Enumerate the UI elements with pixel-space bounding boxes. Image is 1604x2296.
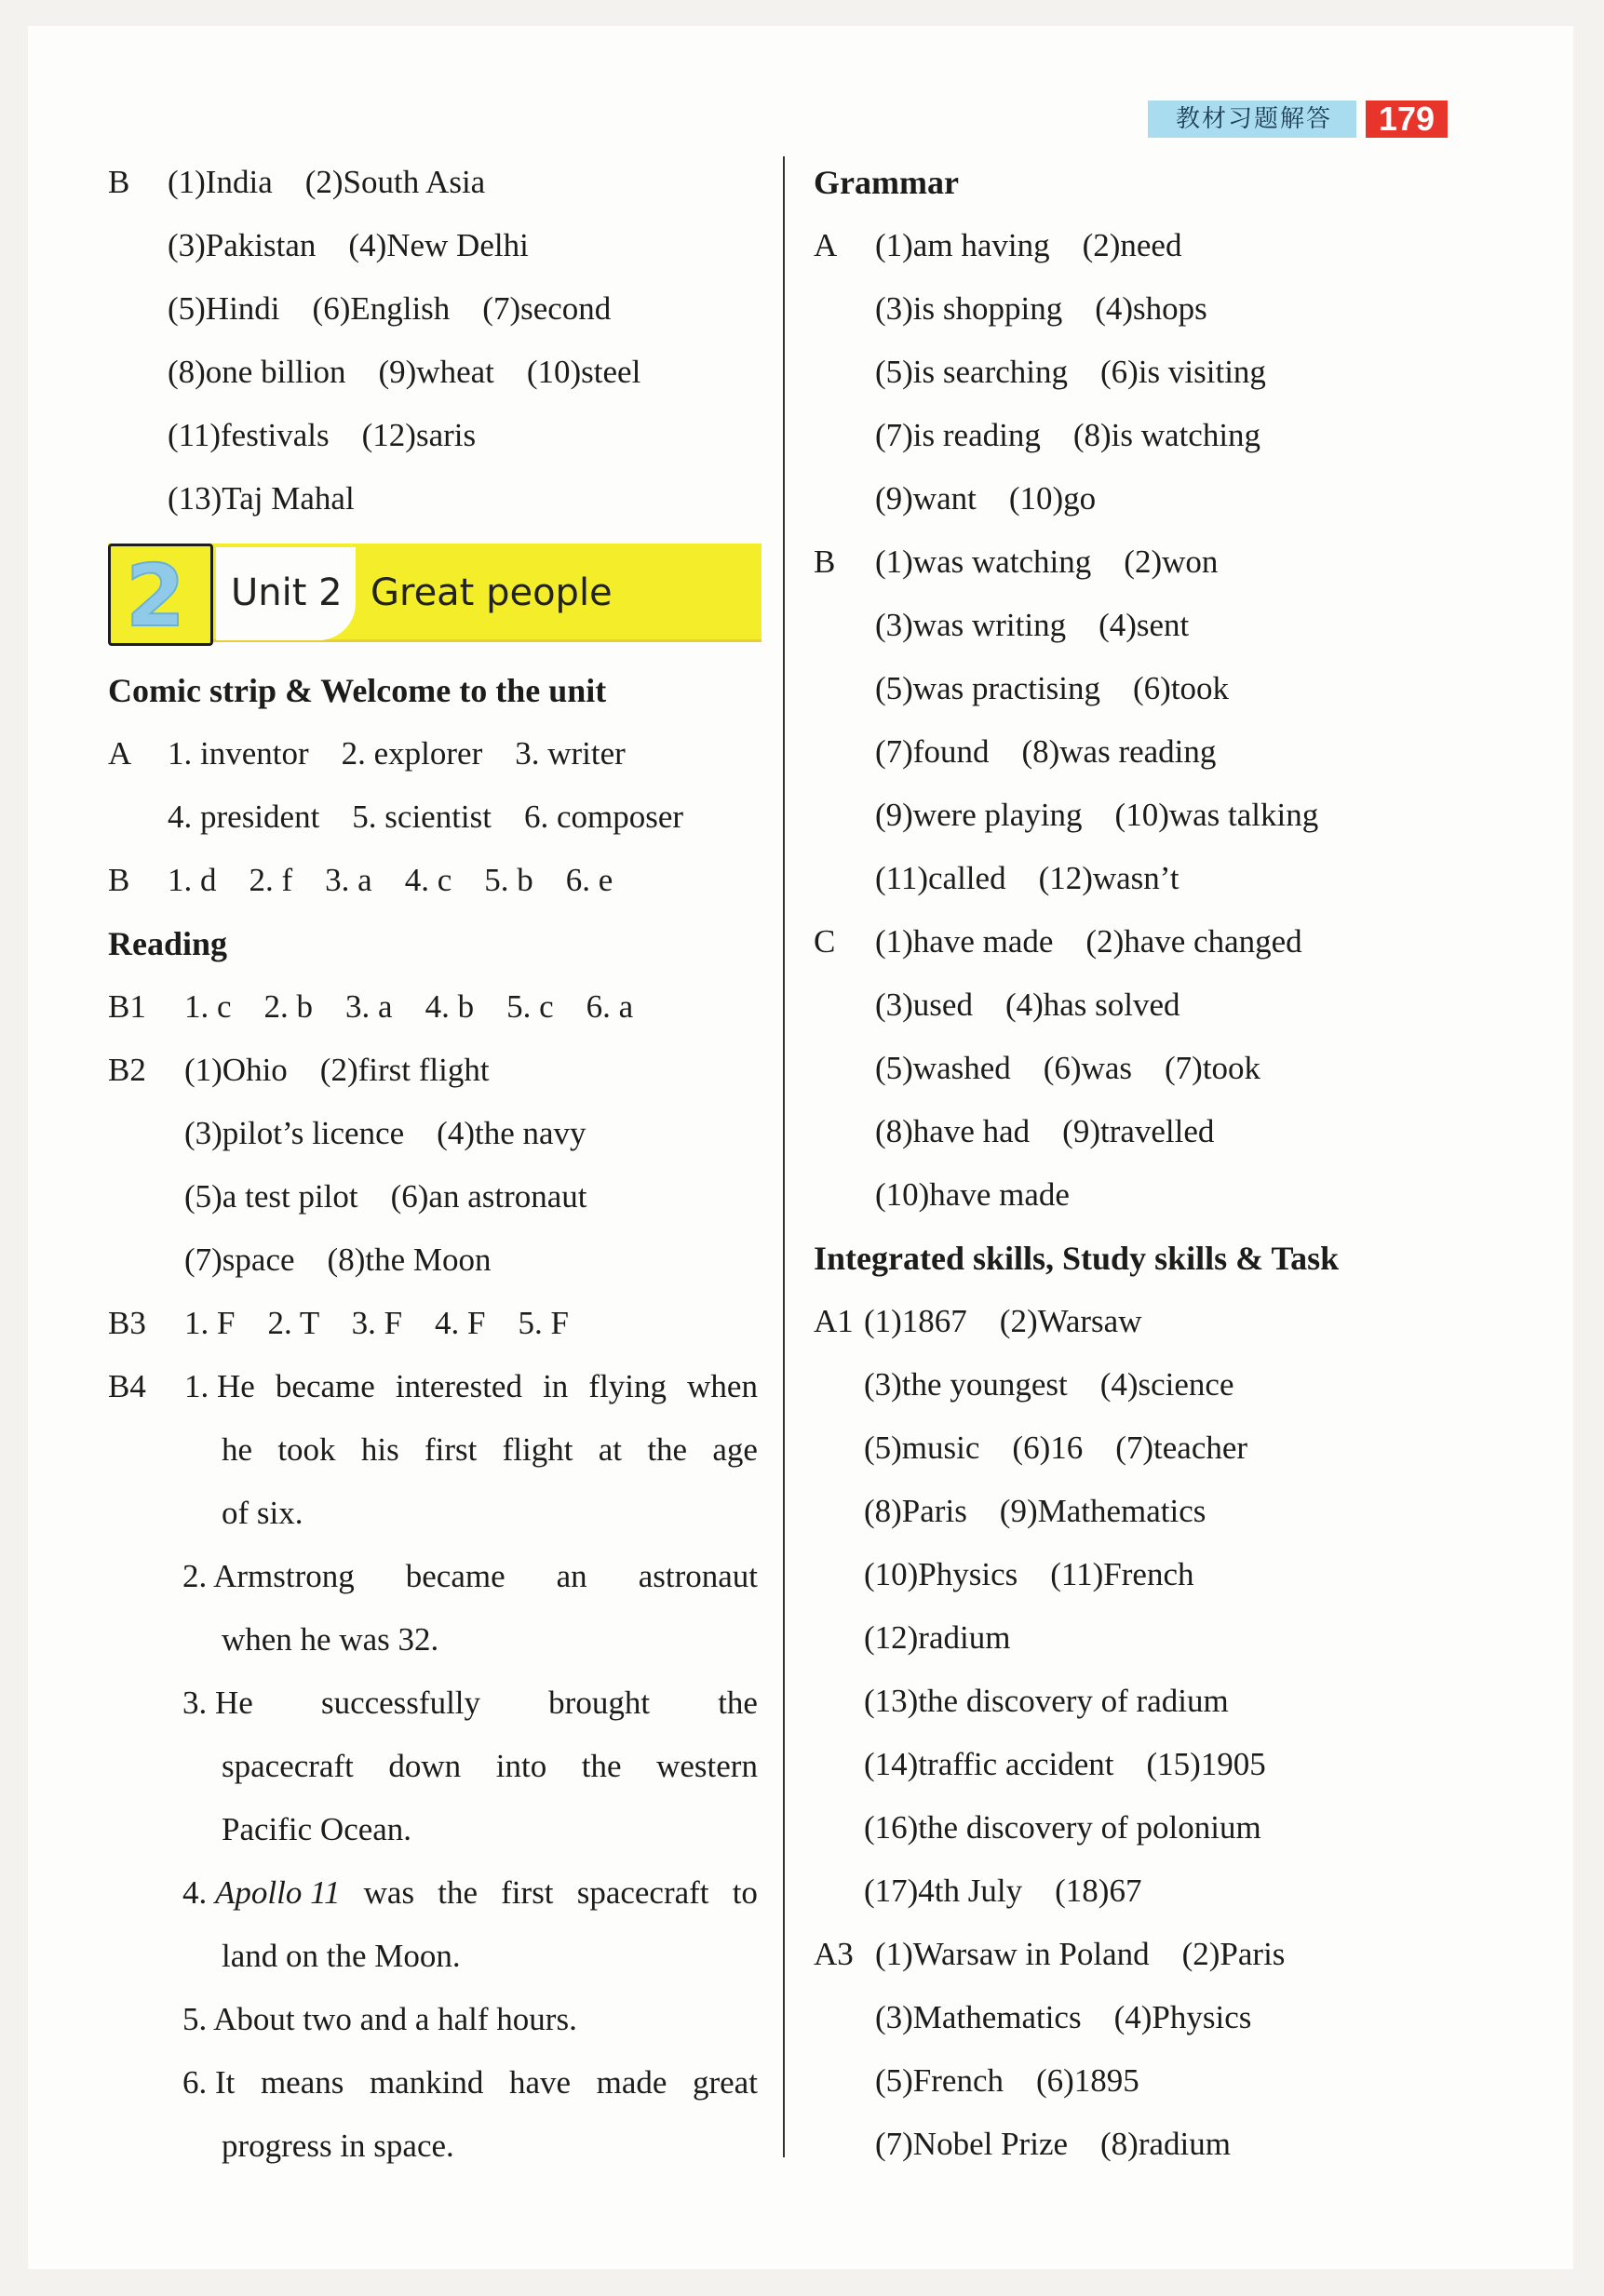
answer-line — [182, 1873, 758, 1913]
answer-line — [182, 1556, 758, 1597]
word: have — [508, 2064, 572, 2101]
answer-line: (3)Pakistan (4)New Delhi — [168, 227, 529, 263]
unit-banner — [108, 544, 762, 646]
answer-line: (5)a test pilot (6)an astronaut — [184, 1178, 587, 1215]
answer-line — [182, 2062, 758, 2103]
answer-line: progress in space. — [222, 2128, 454, 2164]
section-label: B3 — [108, 1305, 146, 1341]
word: means — [260, 2064, 344, 2101]
section-label: B4 — [108, 1368, 146, 1404]
word: 1. He — [184, 1368, 255, 1404]
word: mankind — [369, 2064, 484, 2101]
unit-label: Unit 2 — [231, 571, 343, 614]
word: flight — [502, 1431, 573, 1468]
answer-line: (1)Ohio (2)first flight — [184, 1052, 490, 1088]
answer-line: (13)the discovery of radium — [864, 1683, 1229, 1719]
section-label: A — [814, 227, 838, 263]
word: astronaut — [638, 1558, 758, 1594]
answer-line: (16)the discovery of polonium — [864, 1809, 1261, 1846]
answer-line: (5)music (6)16 (7)teacher — [864, 1430, 1248, 1466]
section-heading: Grammar — [814, 164, 959, 201]
word — [182, 1873, 340, 1913]
unit-number: 2 — [126, 546, 186, 646]
section-label: B1 — [108, 988, 146, 1025]
section-heading: Integrated skills, Study skills & Task — [814, 1240, 1340, 1277]
answer-line: (9)want (10)go — [875, 480, 1097, 517]
unit-title: Great people — [371, 571, 613, 614]
word: the — [647, 1431, 688, 1468]
section-label: A — [108, 735, 132, 772]
word: when — [687, 1368, 758, 1404]
answer-line: (1)have made (2)have changed — [875, 923, 1302, 960]
word: an — [556, 1558, 587, 1594]
answer-line: (8)one billion (9)wheat (10)steel — [168, 354, 641, 390]
page-header — [1148, 101, 1448, 138]
column-divider — [783, 156, 785, 2157]
word: interested — [395, 1368, 522, 1404]
answer-line: (5)French (6)1895 — [875, 2062, 1139, 2099]
answer-line — [222, 1746, 758, 1787]
word: down — [388, 1748, 462, 1784]
word: western — [656, 1748, 758, 1784]
section-label: C — [814, 923, 836, 960]
answer-line: when he was 32. — [222, 1621, 439, 1658]
section-label: B2 — [108, 1052, 146, 1088]
answer-line: (7)found (8)was reading — [875, 733, 1217, 770]
word: 6. It — [182, 2064, 236, 2101]
answer-line: 1. inventor 2. explorer 3. writer — [168, 735, 626, 772]
word: 2. Armstrong — [182, 1558, 355, 1594]
answer-line: (7)is reading (8)is watching — [875, 417, 1261, 453]
word: his — [360, 1431, 399, 1468]
answer-line: (5)is searching (6)is visiting — [875, 354, 1266, 390]
answer-line: 1. c 2. b 3. a 4. b 5. c 6. a — [184, 988, 634, 1025]
word: became — [405, 1558, 505, 1594]
word: successfully — [320, 1685, 481, 1721]
answer-line: land on the Moon. — [222, 1938, 461, 1974]
word: he — [222, 1431, 253, 1468]
answer-line: Pacific Ocean. — [222, 1811, 412, 1847]
answer-line: (11)called (12)wasn’t — [875, 860, 1179, 896]
answer-line: (12)radium — [864, 1619, 1011, 1656]
page-number: 179 — [1366, 101, 1448, 138]
unit-number-frame — [108, 544, 213, 646]
answer-line: 4. president 5. scientist 6. composer — [168, 799, 684, 835]
word: the — [438, 1874, 478, 1911]
section-label: A1 — [814, 1303, 854, 1339]
answer-line — [222, 1430, 758, 1470]
section-heading: Reading — [108, 925, 228, 962]
answer-line: (1)am having (2)need — [875, 227, 1182, 263]
answer-line: (17)4th July (18)67 — [864, 1873, 1142, 1909]
answer-line: (9)were playing (10)was talking — [875, 797, 1319, 833]
answer-line: (10)Physics (11)French — [864, 1556, 1194, 1592]
word: flying — [588, 1368, 667, 1404]
header-title: 教材习题解答 — [1148, 101, 1356, 138]
section-label: A3 — [814, 1936, 854, 1972]
word: first — [501, 1874, 554, 1911]
answer-line: (1)1867 (2)Warsaw — [864, 1303, 1142, 1339]
word: into — [495, 1748, 547, 1784]
answer-line: (3)used (4)has solved — [875, 987, 1180, 1023]
answer-line: (3)is shopping (4)shops — [875, 290, 1207, 327]
answer-line: (5)was practising (6)took — [875, 670, 1230, 706]
word: age — [712, 1431, 758, 1468]
word: the — [581, 1748, 622, 1784]
answer-line: 5. About two and a half hours. — [182, 2001, 577, 2037]
word: the — [718, 1685, 758, 1721]
word: first — [424, 1431, 478, 1468]
section-label: B — [108, 164, 130, 200]
answer-line: (11)festivals (12)saris — [168, 417, 477, 453]
item-number: 4. — [182, 1874, 215, 1911]
answer-line: (8)Paris (9)Mathematics — [864, 1493, 1206, 1529]
word: to — [732, 1874, 758, 1911]
word: became — [275, 1368, 375, 1404]
answer-line: (14)traffic accident (15)1905 — [864, 1746, 1266, 1782]
italic-title: Apollo 11 — [215, 1874, 341, 1911]
word: brought — [548, 1685, 651, 1721]
answer-line: (3)Mathematics (4)Physics — [875, 1999, 1252, 2035]
word: great — [692, 2064, 758, 2101]
answer-line: of six. — [222, 1495, 303, 1531]
answer-line: 1. F 2. T 3. F 4. F 5. F — [184, 1305, 569, 1341]
section-label: B — [814, 544, 836, 580]
word: 3. He — [182, 1685, 253, 1721]
word: was — [363, 1874, 415, 1911]
answer-line: (1)Warsaw in Poland (2)Paris — [875, 1936, 1286, 1972]
answer-line: (1)India (2)South Asia — [168, 164, 486, 200]
word: spacecraft — [576, 1874, 709, 1911]
answer-line: (3)the youngest (4)science — [864, 1366, 1234, 1403]
answer-line — [182, 1683, 758, 1724]
word: spacecraft — [222, 1748, 354, 1784]
answer-line: (13)Taj Mahal — [168, 480, 355, 517]
answer-line: (8)have had (9)travelled — [875, 1113, 1215, 1149]
answer-line: 1. d 2. f 3. a 4. c 5. b 6. e — [168, 862, 613, 898]
answer-line: (3)pilot’s licence (4)the navy — [184, 1115, 586, 1151]
word: in — [543, 1368, 569, 1404]
word: at — [598, 1431, 623, 1468]
section-heading: Comic strip & Welcome to the unit — [108, 672, 607, 709]
word: made — [596, 2064, 667, 2101]
answer-line: (5)washed (6)was (7)took — [875, 1050, 1261, 1086]
answer-line: (7)space (8)the Moon — [184, 1242, 492, 1278]
answer-line: (3)was writing (4)sent — [875, 607, 1190, 643]
answer-line: (10)have made — [875, 1176, 1070, 1213]
answer-line: (5)Hindi (6)English (7)second — [168, 290, 612, 327]
section-label: B — [108, 862, 130, 898]
word: took — [277, 1431, 336, 1468]
answer-line: (7)Nobel Prize (8)radium — [875, 2126, 1231, 2162]
answer-line: (1)was watching (2)won — [875, 544, 1219, 580]
answer-line — [184, 1366, 758, 1407]
